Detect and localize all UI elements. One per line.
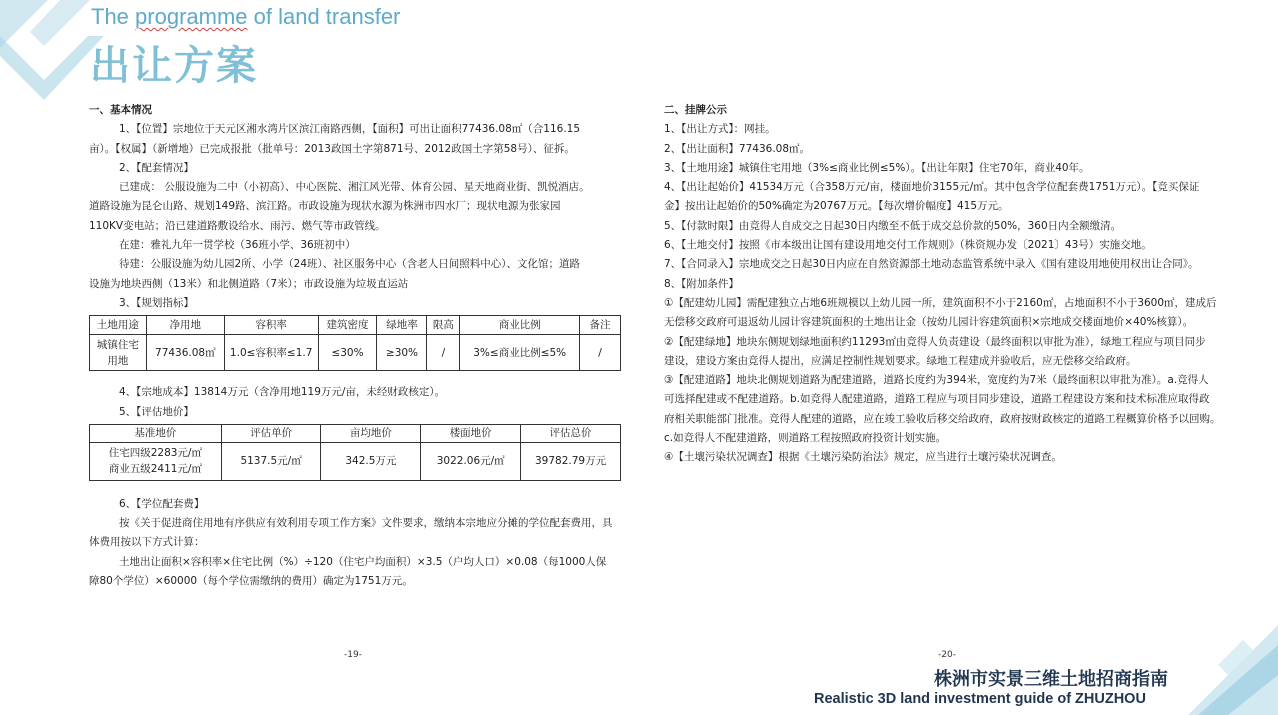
text-line: ④【土壤污染状况调查】根据《土壤污染防治法》规定，应当进行土壤污染状况调查。 [664, 451, 1062, 464]
table-cell: / [427, 335, 460, 371]
table-row [90, 335, 621, 371]
text-line: 障80个学位）×60000（每个学位需缴纳的费用）确定为1751万元。 [89, 575, 413, 588]
text-line: 设施为地块西侧（13米）和北侧道路（7米）；市政设施为垃圾直运站 [89, 277, 409, 290]
left-section-school-fee [89, 495, 621, 591]
table-header-row [90, 424, 621, 442]
text-line: 7、【合同录入】宗地成交之日起30日内应在自然资源部土地动态监管系统中录入《国有建设用地使用权出让合同》。 [664, 258, 1199, 271]
table-header-cell: 绿地率 [377, 316, 427, 335]
table-header-cell: 楼面地价 [421, 424, 521, 442]
table-cell: 342.5万元 [321, 442, 421, 480]
text-line: 可选择配建或不配建道路。b.如竞得人配建道路，道路工程应与项目同步建设，道路工程建设方案和技术标准应取得政 [664, 393, 1210, 406]
text-line: 道路设施为昆仑山路、规划149路、滨江路。市政设施为现状水源为株洲市四水厂；现状电源为张家园 [89, 200, 561, 213]
table-header-cell: 容积率 [224, 316, 318, 335]
brand-title-cn: 株洲市实景三维土地招商指南 [934, 669, 1168, 690]
corner-decoration-bottom-right [1158, 625, 1278, 715]
text-line: ①【配建幼儿园】需配建独立占地6班规模以上幼儿园一所，建筑面积不小于2160㎡，占地面积不小于3600㎡，建成后 [664, 296, 1217, 309]
table-cell: 城镇住宅用地 [90, 335, 147, 371]
table-cell: / [580, 335, 621, 371]
page-number-left: -19- [344, 650, 362, 660]
text-line: 土地出让面积×容积率×住宅比例（%）÷120（住宅户均面积）×3.5（户均人口）×0.08（每1000人保 [119, 555, 607, 568]
left-section-basic-info [89, 101, 621, 313]
text-line: 二、挂牌公示 [664, 104, 727, 116]
text-line: 2、【配套情况】 [119, 161, 194, 174]
table-cell: ≥30% [377, 335, 427, 371]
text-line: 6、【学位配套费】 [119, 497, 205, 510]
right-section-listing [664, 101, 1234, 468]
text-line: 1、【位置】宗地位于天元区湘水湾片区滨江南路西侧，【面积】可出让面积77436.08㎡（合116.15 [119, 123, 581, 136]
table-header-cell: 土地用途 [90, 316, 147, 335]
text-line: 待建：公服设施为幼儿园2所、小学（24班）、社区服务中心（含老人日间照料中心）、文化馆；道路 [119, 258, 581, 271]
table-header-cell: 备注 [580, 316, 621, 335]
table-row [90, 442, 621, 480]
base-price-commercial: 商业五级2411元/㎡ [108, 463, 202, 476]
text-line: 按《关于促进商住用地有序供应有效利用专项工作方案》文件要求，缴纳本宗地应分摊的学位配套费用，具 [119, 517, 613, 530]
table-header-cell: 建筑密度 [318, 316, 377, 335]
text-line: 在建：雅礼九年一贯学校（36班小学、36班初中） [119, 239, 356, 252]
text-line: 5、【付款时限】由竞得人自成交之日起30日内缴至不低于成交总价款的50%，360日内全额缴清。 [664, 219, 1122, 232]
table-header-cell: 评估单价 [221, 424, 321, 442]
table-cell: 5137.5元/㎡ [221, 442, 321, 480]
text-line: 4、【出让起始价】41534万元（合358万元/亩，楼面地价3155元/㎡。其中包含学位配套费1751万元）。【竞买保证 [664, 181, 1200, 194]
table-header-cell: 限高 [427, 316, 460, 335]
planning-indicators-table [89, 315, 621, 371]
table-cell [90, 442, 222, 480]
table-header-cell: 基准地价 [90, 424, 222, 442]
text-line: 体费用按以下方式计算： [89, 536, 205, 549]
table-cell: 77436.08㎡ [146, 335, 224, 371]
table-cell: 1.0≤容积率≤1.7 [224, 335, 318, 371]
table-header-cell: 亩均地价 [321, 424, 421, 442]
left-page-content [89, 101, 621, 591]
text-line: 府相关职能部门批准。竞得人配建的道路，应在竣工验收后移交给政府，政府按财政核定的道路工程概算价格予以回购。 [664, 412, 1221, 425]
text-line: 无偿移交政府可退返幼儿园计容建筑面积的土地出让金（按幼儿园计容建筑面积×宗地成交楼面地价×40%核算）。 [664, 316, 1194, 329]
table-cell: 39782.79万元 [521, 442, 621, 480]
text-line: 110KV变电站；沿已建道路敷设给水、雨污、燃气等市政管线。 [89, 219, 386, 232]
text-line: c.如竞得人不配建道路，则道路工程按照政府投资计划实施。 [664, 432, 947, 445]
table-header-cell: 商业比例 [460, 316, 580, 335]
text-line: 5、【评估地价】 [119, 405, 194, 418]
table-cell: 3%≤商业比例≤5% [460, 335, 580, 371]
table-header-cell: 净用地 [146, 316, 224, 335]
right-page-content [664, 101, 1234, 468]
text-line: 已建成： 公服设施为二中（小初高）、中心医院、湘江风光带、体育公园、星天地商业街、凯悦酒店。 [119, 181, 590, 194]
text-line: 3、【规划指标】 [119, 296, 194, 309]
table-header-row [90, 316, 621, 335]
text-line: 一、基本情况 [89, 104, 152, 116]
text-line: ③【配建道路】地块北侧规划道路为配建道路，道路长度约为394米，宽度约为7米（最终面积以审批为准）。a.竞得人 [664, 374, 1209, 387]
left-section-cost [89, 383, 621, 422]
page-number-right: -20- [938, 650, 956, 660]
table-cell: ≤30% [318, 335, 377, 371]
text-line: 2、【出让面积】77436.08㎡。 [664, 142, 811, 155]
text-line: 1、【出让方式】：网挂。 [664, 123, 776, 136]
text-line: 建设，建设方案由竞得人提出，应满足控制性规划要求。绿地工程建成并验收后，应无偿移交给政府。 [664, 354, 1137, 367]
text-line: 3、【土地用途】城镇住宅用地（3%≤商业比例≤5%）。【出让年限】住宅70年，商业40年。 [664, 161, 1090, 174]
base-price-residential: 住宅四级2283元/㎡ [108, 447, 202, 460]
text-line: ②【配建绿地】地块东侧规划绿地面积约11293㎡由竞得人负责建设（最终面积以审批为准），绿地工程应与项目同步 [664, 335, 1206, 348]
text-line: 4、【宗地成本】13814万元（含净用地119万元/亩，未经财政核定）。 [119, 386, 446, 399]
text-line: 6、【土地交付】按照《市本级出让国有建设用地交付工作规则》（株资规办发〔2021〕43号）实施交地。 [664, 239, 1152, 252]
page-title-cn: 出让方案 [90, 43, 258, 89]
text-line: 金】按出让起始价的50%确定为20767万元。【每次增价幅度】415万元。 [664, 200, 1009, 213]
text-line: 亩）。【权属】（新增地）已完成报批（批单号：2013政国土字第871号、2012政国土字第58号）、征拆。 [89, 142, 575, 155]
table-header-cell: 评估总价 [521, 424, 621, 442]
land-price-table [89, 424, 621, 481]
brand-title-en: Realistic 3D land investment guide of ZHUZHOU [814, 691, 1146, 707]
text-line: 8、【附加条件】 [664, 277, 739, 290]
table-cell: 3022.06元/㎡ [421, 442, 521, 480]
page-title-en: The programme of land transfer [91, 4, 401, 29]
